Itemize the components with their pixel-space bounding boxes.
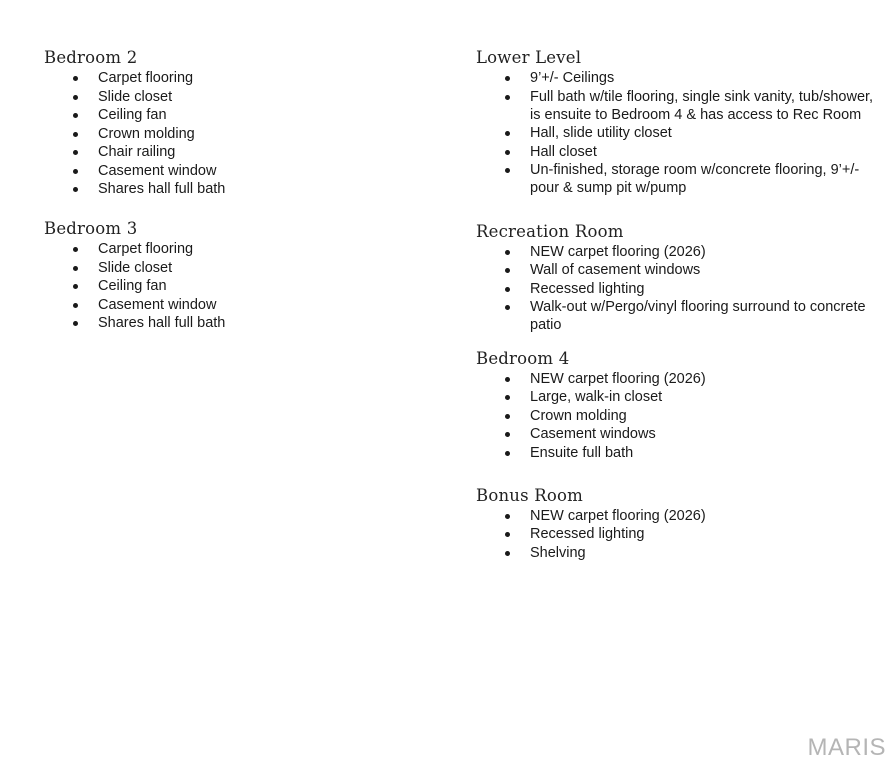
list-item: NEW carpet flooring (2026) (476, 370, 876, 388)
list-item: Chair railing (44, 143, 424, 161)
list-item: Walk-out w/Pergo/vinyl flooring surround to concrete patio (476, 298, 876, 334)
list-item: Ensuite full bath (476, 444, 876, 462)
list-item: Shares hall full bath (44, 314, 424, 332)
list-item: Crown molding (44, 125, 424, 143)
list-item: Ceiling fan (44, 106, 424, 124)
section-bedroom-3 (44, 218, 424, 332)
left-column (44, 47, 424, 333)
section-heading: Bedroom 2 (44, 48, 138, 67)
feature-list (44, 240, 424, 332)
list-item: Casement window (44, 162, 424, 180)
maris-watermark: MARIS (807, 734, 886, 761)
feature-list (44, 69, 424, 198)
list-item: Slide closet (44, 259, 424, 277)
list-item: NEW carpet flooring (2026) (476, 507, 876, 525)
feature-list (476, 69, 876, 198)
section-bonus-room (476, 485, 876, 562)
section-bedroom-2 (44, 47, 424, 198)
list-item: Recessed lighting (476, 280, 876, 298)
list-item: Shares hall full bath (44, 180, 424, 198)
list-item: Ceiling fan (44, 277, 424, 295)
list-item: Casement window (44, 296, 424, 314)
right-column (476, 47, 876, 562)
list-item: Slide closet (44, 88, 424, 106)
list-item: Large, walk-in closet (476, 388, 876, 406)
list-item: Full bath w/tile flooring, single sink vanity, tub/shower, is ensuite to Bedroom 4 & has access to Rec Room (476, 88, 876, 124)
list-item: Un-finished, storage room w/concrete flooring, 9’+/- pour & sump pit w/pump (476, 161, 876, 197)
section-recreation-room (476, 221, 876, 335)
section-heading: Bedroom 4 (476, 348, 570, 368)
list-item: Carpet flooring (44, 240, 424, 258)
section-bedroom-4 (476, 348, 876, 462)
section-heading: Bonus Room (476, 485, 583, 505)
section-heading: Bedroom 3 (44, 219, 138, 239)
list-item: Wall of casement windows (476, 261, 876, 279)
feature-list (476, 243, 876, 335)
section-heading: Lower Level (476, 48, 582, 67)
list-item: Hall closet (476, 143, 876, 161)
list-item: Shelving (476, 544, 876, 562)
section-lower-level (476, 47, 876, 198)
feature-list (476, 507, 876, 562)
section-heading: Recreation Room (476, 221, 624, 241)
list-item: Crown molding (476, 407, 876, 425)
list-item: NEW carpet flooring (2026) (476, 243, 876, 261)
list-item: Casement windows (476, 425, 876, 443)
list-item: 9’+/- Ceilings (476, 69, 876, 87)
feature-list (476, 370, 876, 462)
list-item: Recessed lighting (476, 525, 876, 543)
list-item: Carpet flooring (44, 69, 424, 87)
list-item: Hall, slide utility closet (476, 124, 876, 142)
